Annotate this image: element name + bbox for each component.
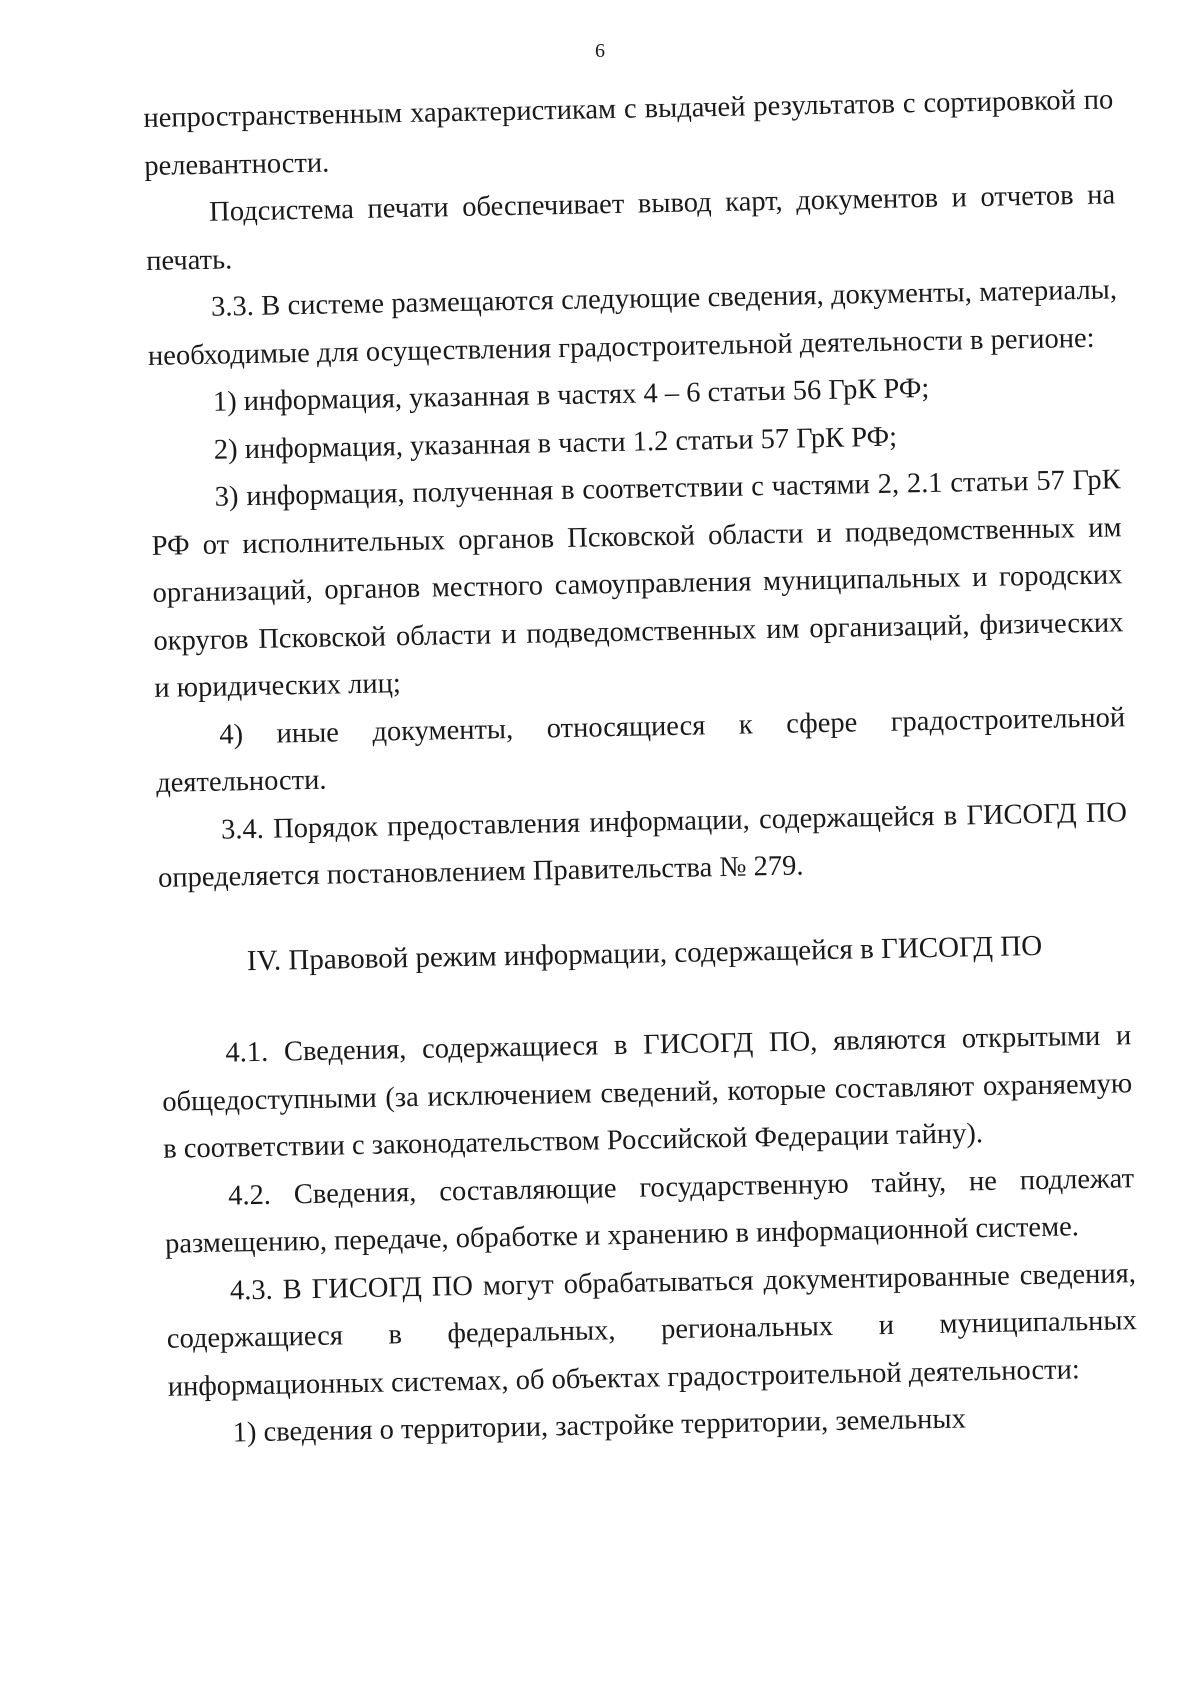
list-item: 3) информация, полученная в соответствии с частями 2, 2.1 статьи 57 ГрК РФ от исполнительных органов Псковской области и подведомственных им организаций, органов местного самоуправления муниципальных и городских округов Псковской области и подведомственных им организаций, физических и юридических лиц; [151, 464, 1124, 704]
list-item: 1) информация, указанная в частях 4 – 6 статьи 56 ГрК РФ; [212, 372, 930, 418]
paragraph: 4.3. В ГИСОГД ПО могут обрабатываться документированные сведения, содержащиеся в федеральных, региональных и муниципальных информационных системах, об объектах градостроительной деятельности: [166, 1257, 1138, 1403]
document-body [143, 76, 1139, 1458]
list-item: 2) информация, указанная в части 1.2 статьи 57 ГрК РФ; [213, 421, 898, 466]
list-item: 1) сведения о территории, застройке территории, земельных [232, 1403, 967, 1449]
paragraph: 3.4. Порядок предоставления информации, содержащейся в ГИСОГД ПО определяется постановлением Правительства № 279. [157, 796, 1128, 894]
section-heading: IV. Правовой режим информации, содержащейся в ГИСОГД ПО [246, 929, 1043, 977]
paragraph: Подсистема печати обеспечивает вывод карт, документов и отчетов на печать. [145, 179, 1116, 277]
list-item: 4) иные документы, относящиеся к сфере градостроительной деятельности. [155, 701, 1126, 799]
paragraph: 4.1. Сведения, содержащиеся в ГИСОГД ПО, являются открытыми и общедоступными (за исключением сведений, которые составляют охраняемую в соответствии с законодательством Российской Федерации тайну). [162, 1020, 1133, 1165]
page-number: 6 [595, 40, 605, 62]
paragraph: непространственным характеристикам с выдачей результатов с сортировкой по релевантности. [143, 84, 1114, 182]
paragraph: 3.3. В системе размещаются следующие сведения, документы, материалы, необходимые для осуществления градостроительной деятельности в регионе: [147, 274, 1118, 372]
paragraph: 4.2. Сведения, составляющие государственную тайну, не подлежат размещению, передаче, обработке и хранению в информационной системе. [164, 1162, 1135, 1260]
